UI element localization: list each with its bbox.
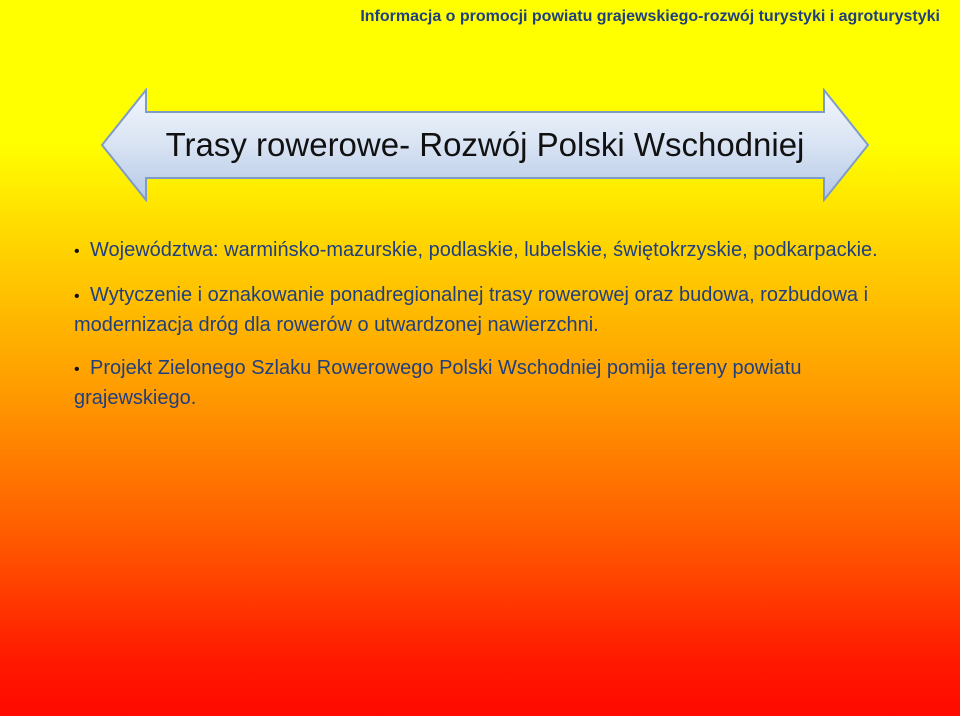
bullet-text: Województwa: warmińsko-mazurskie, podlaskie, lubelskie, świętokrzyskie, podkarpackie. xyxy=(90,239,878,261)
bullet-item xyxy=(74,354,894,412)
bullet-item xyxy=(74,236,894,266)
header-title: Informacja o promocji powiatu grajewskiego-rozwój turystyki i agroturystyki xyxy=(360,8,940,25)
bullet-list xyxy=(74,236,894,427)
bullet-dot-icon: • xyxy=(74,243,80,260)
bullet-dot-icon: • xyxy=(74,288,80,305)
bullet-text: Wytyczenie i oznakowanie ponadregionalnej trasy rowerowej oraz budowa, rozbudowa i modernizacja dróg dla rowerów o utwardzonej nawierzchni. xyxy=(74,284,869,336)
title-banner-arrow xyxy=(100,88,870,202)
banner-title: Trasy rowerowe- Rozwój Polski Wschodniej xyxy=(165,126,805,163)
bullet-dot-icon: • xyxy=(74,361,80,378)
bullet-text: Projekt Zielonego Szlaku Rowerowego Polski Wschodniej pomija tereny powiatu grajewskiego. xyxy=(74,357,802,409)
bullet-item xyxy=(74,281,894,339)
